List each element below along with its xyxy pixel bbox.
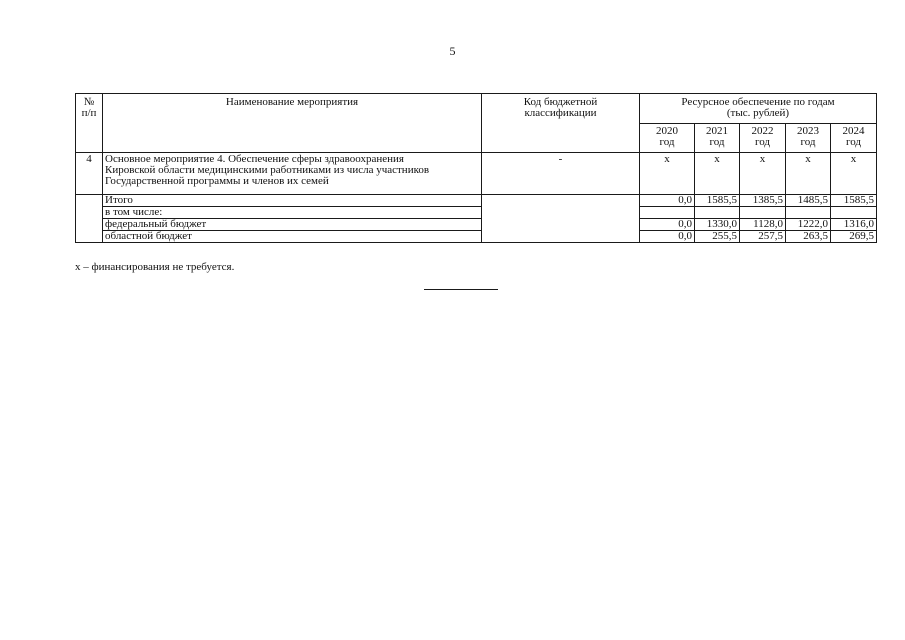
including-value-2022 xyxy=(740,207,786,219)
regional-value-2022: 257,5 xyxy=(740,231,786,243)
header-resources xyxy=(640,94,877,124)
activity-name-line3: Государственной программы и членов их семей xyxy=(105,175,329,187)
header-year-2022 xyxy=(740,124,786,153)
activity-value-2023: х xyxy=(786,153,831,195)
header-year-2021 xyxy=(695,124,740,153)
federal-value-2023: 1222,0 xyxy=(786,219,831,231)
header-num xyxy=(76,94,103,153)
year-unit: год xyxy=(754,136,771,148)
activity-name xyxy=(103,153,482,195)
total-value-2023: 1485,5 xyxy=(786,195,831,207)
header-name: Наименование мероприятия xyxy=(103,94,482,153)
regional-value-2024: 269,5 xyxy=(831,231,877,243)
activity-code: - xyxy=(482,153,640,195)
header-num-line2: п/п xyxy=(81,107,97,119)
including-value-2021 xyxy=(695,207,740,219)
year-unit: год xyxy=(659,136,675,148)
regional-budget-row xyxy=(76,231,877,243)
header-row xyxy=(76,94,877,124)
year-label: 2023 xyxy=(797,125,819,137)
header-code-line1: Код бюджетной xyxy=(523,96,598,108)
page-number: 5 xyxy=(449,44,456,58)
regional-value-2020: 0,0 xyxy=(640,231,695,243)
footnote: х – финансирования не требуется. xyxy=(75,261,235,273)
header-code-line2: классификации xyxy=(524,107,597,119)
year-label: 2020 xyxy=(656,125,678,137)
year-unit: год xyxy=(709,136,725,148)
activity-value-2022: х xyxy=(740,153,786,195)
including-value-2020 xyxy=(640,207,695,219)
funding-num-blank xyxy=(76,195,103,243)
year-label: 2021 xyxy=(706,125,728,137)
header-resources-line2: (тыс. рублей) xyxy=(726,107,790,119)
year-label: 2024 xyxy=(842,125,865,137)
resource-table xyxy=(75,93,877,243)
activity-num: 4 xyxy=(76,153,103,195)
activity-value-2020: х xyxy=(640,153,695,195)
regional-budget-label: областной бюджет xyxy=(103,231,482,243)
activity-name-line2: Кировской области медицинскими работниками из числа участников xyxy=(105,164,430,176)
federal-budget-row xyxy=(76,219,877,231)
federal-value-2020: 0,0 xyxy=(640,219,695,231)
regional-value-2023: 263,5 xyxy=(786,231,831,243)
total-value-2021: 1585,5 xyxy=(695,195,740,207)
including-label: в том числе: xyxy=(103,207,482,219)
total-value-2024: 1585,5 xyxy=(831,195,877,207)
header-num-line1: № xyxy=(83,96,95,108)
header-year-2024 xyxy=(831,124,877,153)
header-resources-line1: Ресурсное обеспечение по годам xyxy=(681,96,835,108)
header-year-2020 xyxy=(640,124,695,153)
activity-row xyxy=(76,153,877,195)
total-label: Итого xyxy=(103,195,482,207)
total-value-2022: 1385,5 xyxy=(740,195,786,207)
regional-value-2021: 255,5 xyxy=(695,231,740,243)
total-row xyxy=(76,195,877,207)
end-rule xyxy=(424,289,498,290)
including-row xyxy=(76,207,877,219)
header-year-2023 xyxy=(786,124,831,153)
header-code xyxy=(482,94,640,153)
federal-budget-label: федеральный бюджет xyxy=(103,219,482,231)
federal-value-2022: 1128,0 xyxy=(740,219,786,231)
federal-value-2021: 1330,0 xyxy=(695,219,740,231)
year-unit: год xyxy=(845,136,862,148)
including-value-2024 xyxy=(831,207,877,219)
year-label: 2022 xyxy=(751,125,774,137)
year-unit: год xyxy=(800,136,816,148)
funding-code-blank xyxy=(482,195,640,243)
activity-value-2024: х xyxy=(831,153,877,195)
total-value-2020: 0,0 xyxy=(640,195,695,207)
activity-name-line1: Основное мероприятие 4. Обеспечение сферы здравоохранения xyxy=(105,153,404,165)
activity-value-2021: х xyxy=(695,153,740,195)
including-value-2023 xyxy=(786,207,831,219)
federal-value-2024: 1316,0 xyxy=(831,219,877,231)
